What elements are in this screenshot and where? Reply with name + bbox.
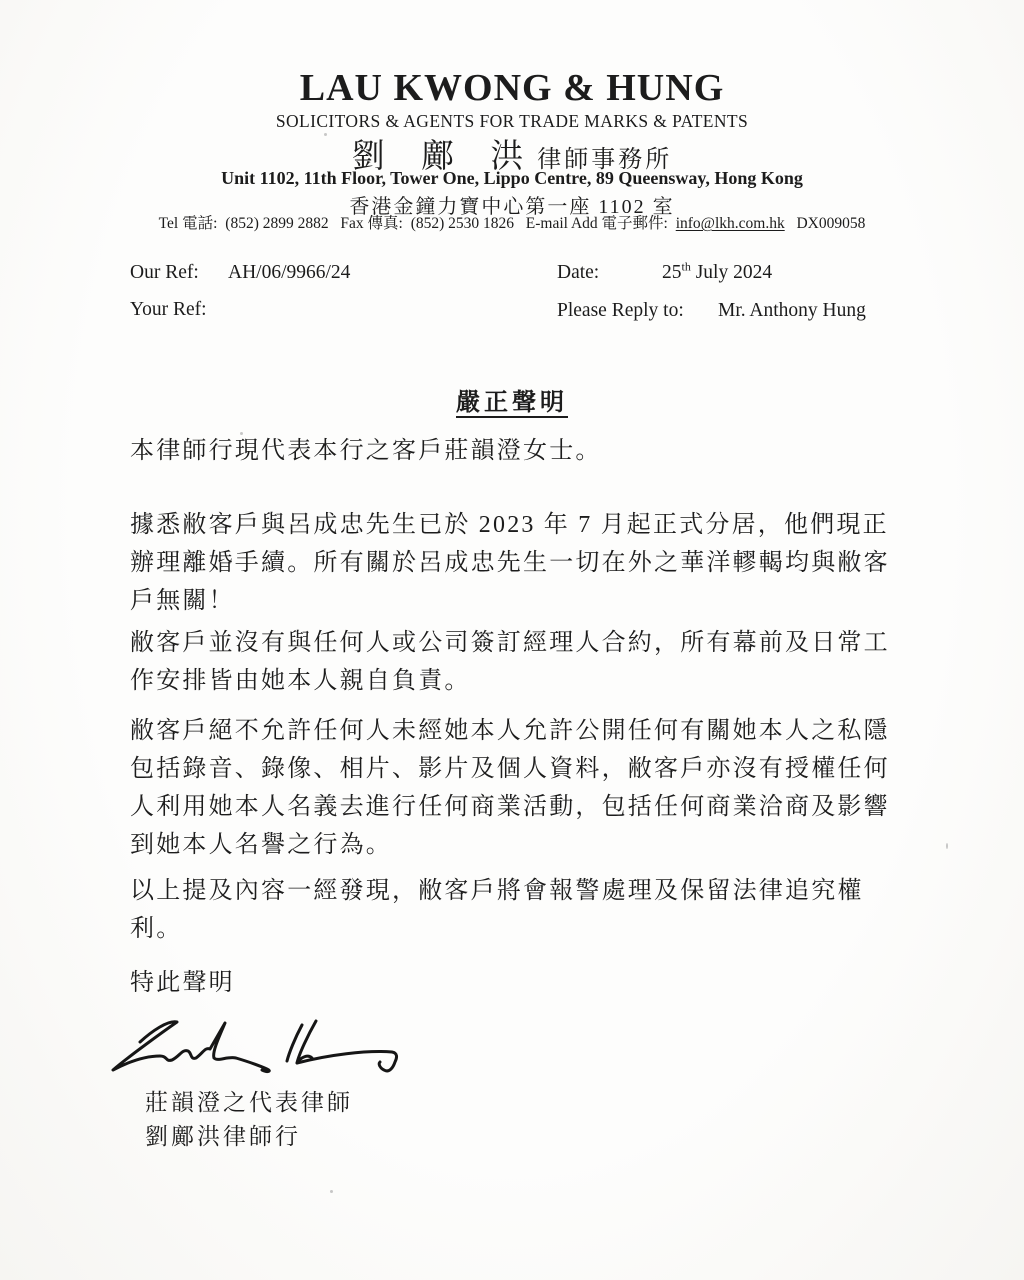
paragraph-2	[130, 506, 920, 620]
date-ordinal-suffix: th	[681, 259, 691, 274]
paragraph-3	[130, 624, 920, 700]
our-ref-value: AH/06/9966/24	[228, 262, 351, 283]
firm-name-chinese-small: 律師事務所	[537, 147, 673, 173]
paragraph-line: 辦理離婚手續。所有關於呂成忠先生一切在外之華洋轇輵均與敝客	[130, 550, 890, 576]
firm-name-english: LAU KWONG & HUNG	[299, 67, 725, 109]
paragraph-line: 作安排皆由她本人親自負責。	[130, 668, 471, 694]
date-day: 25	[662, 262, 682, 283]
statement-title: 嚴正聲明	[456, 390, 568, 416]
firm-name-chinese-large: 劉 鄺 洪	[351, 139, 538, 175]
our-ref-label: Our Ref:	[130, 262, 199, 283]
your-ref-label: Your Ref:	[130, 299, 207, 320]
scan-speck	[330, 1190, 333, 1193]
closing-declaration	[130, 964, 920, 1002]
handwritten-signature	[106, 1012, 406, 1087]
reply-to-value: Mr. Anthony Hung	[718, 300, 866, 321]
email-address: info@lkh.com.hk	[675, 215, 785, 232]
paragraph-line: 戶無關！	[130, 588, 235, 614]
contact-line	[0, 211, 1024, 233]
scan-speck	[240, 432, 243, 435]
paragraph-4	[130, 712, 920, 864]
paragraph-line: 到她本人名譽之行為。	[130, 832, 392, 858]
email-label: E-mail Add 電子郵件:	[525, 215, 668, 232]
address-chinese: 香港金鐘力寶中心第一座 1102 室	[349, 196, 675, 218]
fax-label: Fax 傳真:	[340, 215, 403, 232]
signature-ink-icon	[106, 1012, 406, 1082]
tel-number: (852) 2899 2882	[225, 215, 329, 232]
scan-speck	[946, 843, 948, 849]
paragraph-1	[130, 432, 920, 470]
dx-number: DX009058	[796, 215, 866, 232]
paragraph-line: 本律師行現代表本行之客戶莊韻澄女士。	[130, 438, 602, 464]
paragraph-line: 敝客戶絕不允許任何人未經她本人允許公開任何有關她本人之私隱	[130, 718, 890, 744]
scan-speck	[324, 133, 327, 136]
firm-tagline: SOLICITORS & AGENTS FOR TRADE MARKS & PATENTS	[275, 111, 749, 131]
closing-line: 特此聲明	[130, 970, 235, 996]
reply-to-label: Please Reply to:	[557, 300, 684, 321]
paragraph-line: 據悉敝客戶與呂成忠先生已於 2023 年 7 月起正式分居，他們現正	[130, 512, 889, 538]
date-month-year: July 2024	[690, 262, 773, 283]
paragraph-line: 敝客戶並沒有與任何人或公司簽訂經理人合約，所有幕前及日常工	[130, 630, 890, 656]
signoff-firm: 劉鄺洪律師行	[145, 1124, 301, 1149]
paragraph-5	[130, 872, 920, 948]
paragraph-line: 人利用她本人名義去進行任何商業活動，包括任何商業洽商及影響	[130, 794, 890, 820]
paragraph-line: 以上提及內容一經發現，敝客戶將會報警處理及保留法律追究權	[130, 878, 864, 904]
paragraph-line: 包括錄音、錄像、相片、影片及個人資料，敝客戶亦沒有授權任何	[130, 756, 890, 782]
date-value	[662, 259, 773, 284]
address-english: Unit 1102, 11th Floor, Tower One, Lippo Centre, 89 Queensway, Hong Kong	[221, 168, 803, 188]
date-label: Date:	[557, 262, 600, 283]
tel-label: Tel 電話:	[158, 215, 218, 232]
fax-number: (852) 2530 1826	[410, 215, 515, 232]
signoff-representative: 莊韻澄之代表律師	[145, 1090, 353, 1115]
paragraph-line: 利。	[130, 916, 183, 942]
